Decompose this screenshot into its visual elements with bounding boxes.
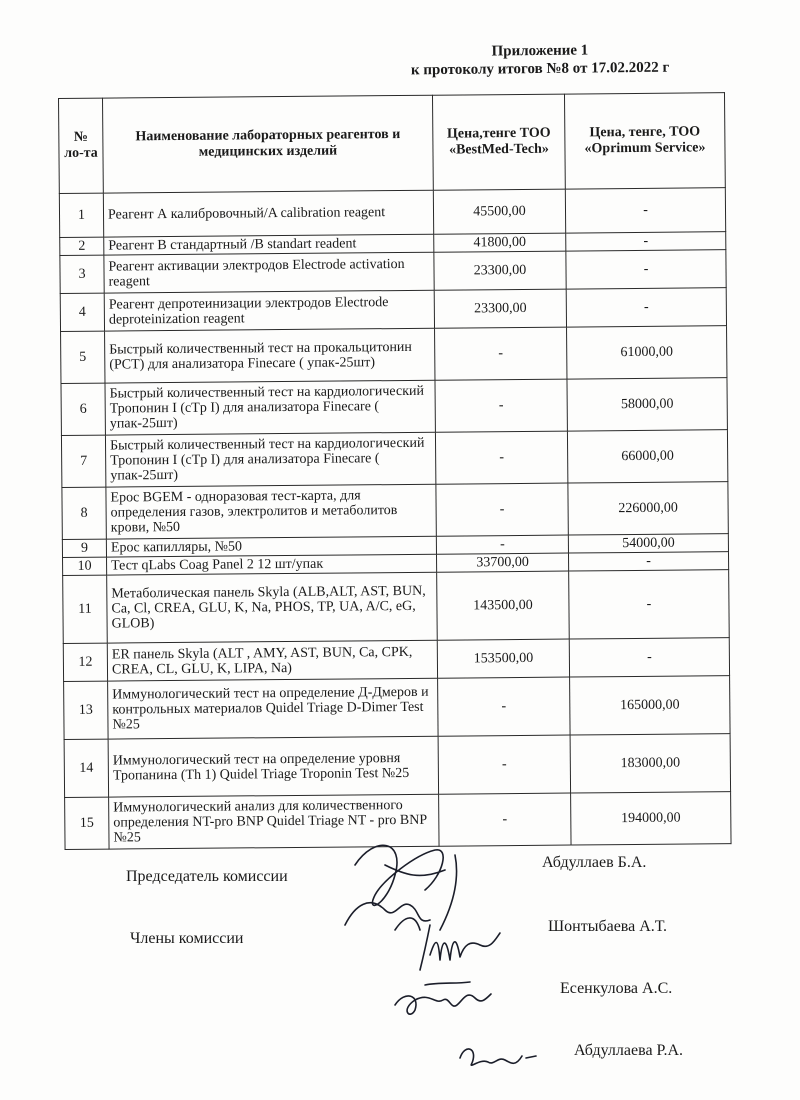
price-bestmed: - bbox=[435, 327, 567, 380]
protocol-reference: к протоколу итогов №8 от 17.02.2022 г bbox=[410, 59, 670, 79]
price-bestmed: - bbox=[435, 379, 567, 432]
price-bestmed: 45500,00 bbox=[433, 189, 565, 234]
member-name-2: Есенкулова А.С. bbox=[560, 980, 673, 997]
price-optimum: 165000,00 bbox=[570, 676, 731, 735]
price-optimum: - bbox=[566, 250, 726, 289]
item-name: Иммунологический анализ для количественного определения NT-pro BNP Quidel Triage NT - pro BNP №25 bbox=[109, 794, 439, 849]
price-bestmed: 143500,00 bbox=[437, 571, 570, 640]
lot-number: 2 bbox=[60, 237, 104, 255]
price-optimum: - bbox=[568, 552, 728, 571]
item-name: Тест qLabs Coag Panel 2 12 шт/упак bbox=[107, 554, 437, 575]
lot-number: 7 bbox=[61, 435, 105, 487]
price-table-wrapper bbox=[58, 92, 731, 850]
item-name: Реагент В стандартный /B standart readent bbox=[104, 234, 434, 255]
table-row bbox=[60, 250, 726, 294]
price-optimum: 183000,00 bbox=[570, 734, 731, 793]
price-optimum: - bbox=[565, 188, 725, 233]
lot-number: 13 bbox=[64, 681, 109, 739]
lot-number: 8 bbox=[62, 487, 106, 539]
price-optimum: 194000,00 bbox=[571, 792, 731, 845]
item-name: Реагент активации электродов Electrode activation reagent bbox=[104, 252, 434, 293]
price-bestmed: 23300,00 bbox=[434, 289, 566, 328]
lot-number: 12 bbox=[63, 643, 107, 681]
column-header-optimum: Цена, тенге, ТОО «Oprimum Service» bbox=[564, 93, 725, 189]
member-signature-2 bbox=[385, 970, 495, 1025]
price-optimum: - bbox=[569, 570, 730, 639]
price-optimum: 61000,00 bbox=[567, 326, 727, 379]
item-name: Реагент депротеинизации электродов Electrode deproteinization reagent bbox=[104, 290, 434, 331]
price-optimum: 226000,00 bbox=[568, 482, 728, 535]
table-row bbox=[64, 676, 730, 740]
member-signature-3 bbox=[450, 1038, 540, 1078]
table-row bbox=[61, 326, 727, 384]
lot-number: 14 bbox=[64, 739, 109, 797]
table-row bbox=[63, 570, 730, 644]
item-name: Метаболическая панель Skyla (ALB,ALT, AST, BUN, Ca, Cl, CREA, GLU, K, Na, PHOS, TP, UA, A/C, eG, GLOB) bbox=[107, 572, 438, 643]
item-name: Быстрый количественный тест на прокальцитонин (PCT) для анализатора Finecare ( упак-25шт) bbox=[105, 328, 435, 383]
item-name: Epoc капилляры, №50 bbox=[106, 536, 436, 557]
column-header-bestmed: Цена,тенге ТОО «BestMed-Tech» bbox=[432, 94, 565, 190]
member-name-1: Шонтыбаева А.Т. bbox=[548, 918, 667, 935]
table-row bbox=[64, 734, 730, 798]
appendix-header bbox=[350, 40, 730, 80]
item-name: Реагент А калибровочный/A calibration reagent bbox=[103, 190, 433, 237]
table-row bbox=[60, 288, 726, 332]
price-bestmed: - bbox=[438, 677, 571, 736]
price-optimum: - bbox=[566, 232, 726, 251]
chair-name: Абдуллаев Б.А. bbox=[542, 854, 647, 871]
price-bestmed: 33700,00 bbox=[436, 553, 568, 572]
column-header-lot: № ло-та bbox=[59, 98, 104, 193]
column-header-name: Наименование лабораторных реагентов и медицинских изделий bbox=[103, 95, 434, 193]
price-bestmed: - bbox=[436, 535, 568, 554]
table-row bbox=[61, 430, 727, 488]
price-optimum: - bbox=[569, 638, 729, 677]
lot-number: 3 bbox=[60, 255, 104, 293]
lot-number: 10 bbox=[63, 557, 107, 575]
item-name: Иммунологический тест на определение уровня Тропанина (Th 1) Quidel Triage Troponin Test №25 bbox=[108, 736, 438, 797]
item-name: Иммунологический тест на определение Д-Дмеров и контрольных материалов Quidel Triage D-Dimer Test №25 bbox=[108, 678, 438, 739]
price-optimum: 66000,00 bbox=[567, 430, 727, 483]
table-row bbox=[61, 378, 727, 436]
price-bestmed: - bbox=[439, 793, 571, 846]
table-header-row bbox=[59, 93, 726, 194]
table-row bbox=[62, 482, 728, 540]
appendix-title: Приложение 1 bbox=[491, 42, 589, 60]
lot-number: 9 bbox=[62, 539, 106, 557]
price-bestmed: - bbox=[435, 431, 567, 484]
price-table bbox=[58, 92, 732, 850]
lot-number: 6 bbox=[61, 383, 105, 435]
price-optimum: 58000,00 bbox=[567, 378, 727, 431]
lot-number: 4 bbox=[60, 293, 104, 331]
price-bestmed: 41800,00 bbox=[434, 233, 566, 252]
price-optimum: 54000,00 bbox=[568, 534, 728, 553]
price-optimum: - bbox=[566, 288, 726, 327]
lot-number: 11 bbox=[63, 575, 108, 643]
table-row bbox=[63, 638, 729, 682]
lot-number: 1 bbox=[59, 193, 103, 237]
price-bestmed: 153500,00 bbox=[437, 639, 569, 678]
item-name: Быстрый количественный тест на кардиологический Тропонин I (cTp I) для анализатора Finecare ( упак-25шт) bbox=[105, 432, 435, 487]
price-bestmed: - bbox=[438, 735, 571, 794]
chair-label: Председатель комиссии bbox=[126, 868, 288, 885]
price-bestmed: - bbox=[436, 483, 568, 536]
lot-number: 15 bbox=[65, 797, 109, 849]
price-bestmed: 23300,00 bbox=[434, 251, 566, 290]
table-row bbox=[59, 188, 725, 238]
lot-number: 5 bbox=[61, 331, 105, 383]
item-name: Epoc BGEM - одноразовая тест-карта, для определения газов, электролитов и метаболитов крови, №50 bbox=[106, 484, 436, 539]
item-name: ER панель Skyla (ALT , AMY, AST, BUN, Ca, CPK, CREA, CL, GLU, K, LIPA, Na) bbox=[107, 640, 437, 681]
signature-block bbox=[0, 840, 800, 1100]
member-name-3: Абдуллаева Р.А. bbox=[574, 1042, 683, 1059]
members-label: Члены комиссии bbox=[130, 930, 244, 947]
item-name: Быстрый количественный тест на кардиологический Тропонин I (cTp I) для анализатора Finecare ( упак-25шт) bbox=[105, 380, 435, 435]
